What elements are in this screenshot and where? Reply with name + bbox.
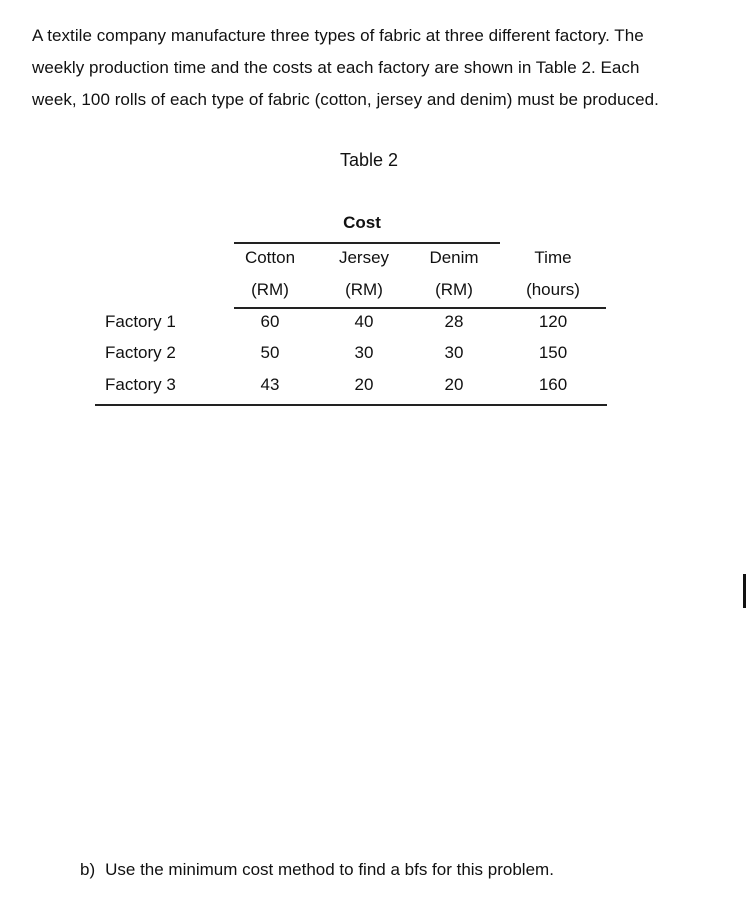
problem-line-1: A textile company manufacture three types of fabric at three different factory. The <box>32 26 644 45</box>
table-cell: 150 <box>538 343 568 362</box>
problem-statement <box>32 20 722 116</box>
row-label-factory-3: Factory 3 <box>105 375 176 394</box>
table-cell: 30 <box>444 343 464 362</box>
question-text: Use the minimum cost method to find a bfs for this problem. <box>105 860 554 879</box>
table-cell: 20 <box>444 375 464 394</box>
cost-group-header: Cost <box>343 213 381 232</box>
table-cell: 43 <box>260 375 280 394</box>
question-b <box>80 860 554 880</box>
column-unit-jersey: (RM) <box>345 280 383 299</box>
table-cell: 50 <box>260 343 280 362</box>
table-cell: 28 <box>444 312 464 331</box>
column-header-time: Time <box>534 248 572 267</box>
header-rule <box>234 307 606 309</box>
table-cell: 30 <box>354 343 374 362</box>
row-label-factory-2: Factory 2 <box>105 343 176 362</box>
table-caption: Table 2 <box>340 150 399 170</box>
problem-line-2: weekly production time and the costs at each factory are shown in Table 2. Each <box>32 58 640 77</box>
table-cell: 60 <box>260 312 280 331</box>
column-unit-cotton: (RM) <box>251 280 289 299</box>
column-unit-time: (hours) <box>526 280 580 299</box>
table-cell: 120 <box>538 312 568 331</box>
cost-group-rule <box>234 242 500 244</box>
bottom-rule <box>95 404 607 406</box>
table-cell: 20 <box>354 375 374 394</box>
column-unit-denim: (RM) <box>435 280 473 299</box>
column-header-denim: Denim <box>429 248 479 267</box>
row-label-factory-1: Factory 1 <box>105 312 176 331</box>
table-cell: 160 <box>538 375 568 394</box>
table-cell: 40 <box>354 312 374 331</box>
column-header-cotton: Cotton <box>244 248 296 267</box>
problem-line-3: week, 100 rolls of each type of fabric (cotton, jersey and denim) must be produced. <box>32 90 659 109</box>
column-header-jersey: Jersey <box>338 248 390 267</box>
question-label: b) <box>80 860 96 879</box>
